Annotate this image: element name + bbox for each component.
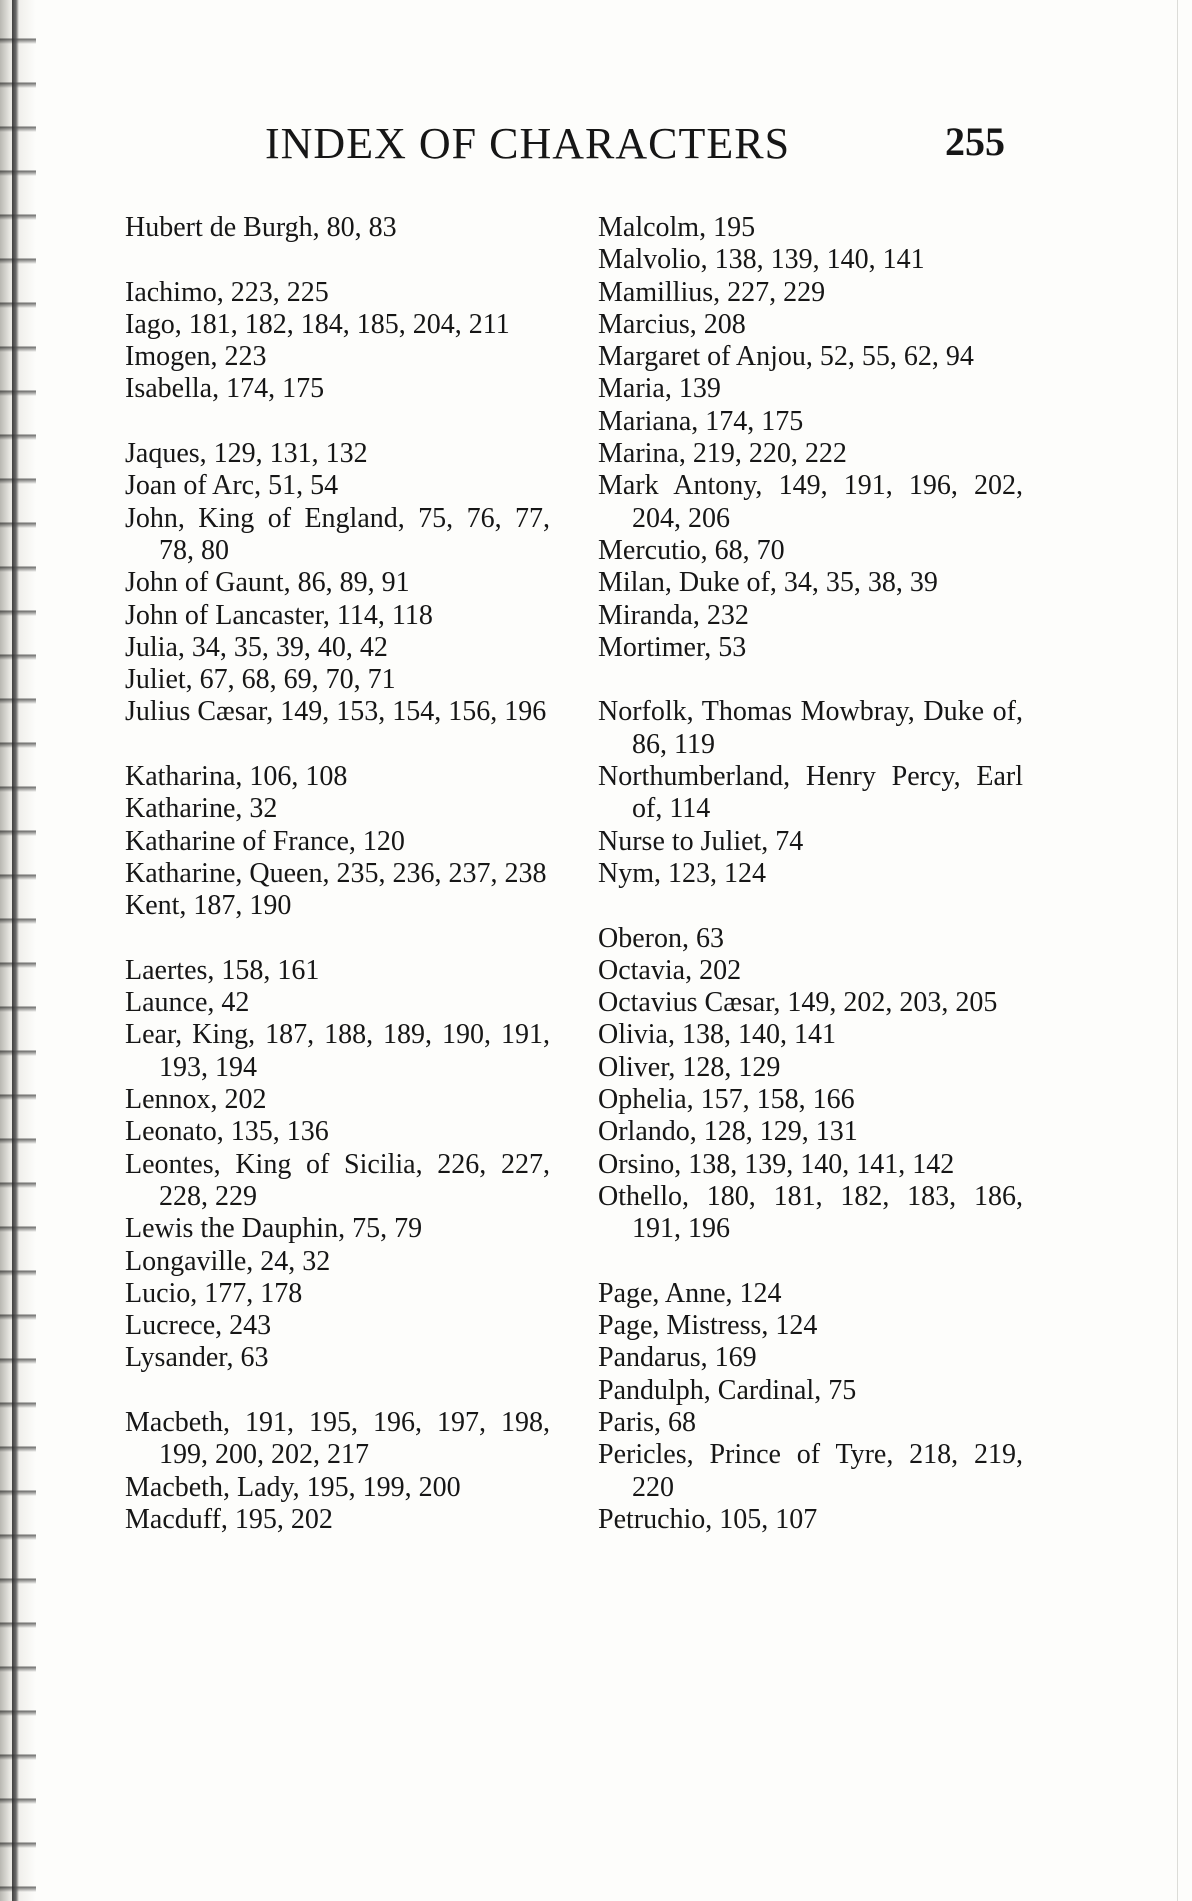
index-entry: Pandarus, 169	[598, 1342, 757, 1374]
group-gap	[598, 664, 1023, 696]
index-entry: Marcius, 208	[598, 308, 746, 340]
index-entry: Macduff, 195, 202	[125, 1503, 333, 1535]
index-entry: Juliet, 67, 68, 69, 70, 71	[125, 664, 396, 696]
index-entry: Ophelia, 157, 158, 166	[598, 1084, 855, 1116]
index-entry: Norfolk, Thomas Mowbray, Duke of, 86, 119	[598, 696, 1023, 760]
index-entry: Isabella, 174, 175	[125, 373, 325, 405]
index-entry: Page, Mistress, 124	[598, 1310, 818, 1342]
group-gap	[125, 729, 550, 761]
group-gap	[125, 923, 550, 955]
index-entry: Iachimo, 223, 225	[125, 276, 329, 308]
index-entry: Macbeth, 191, 195, 196, 197, 198, 199, 200, 202, 217	[125, 1406, 550, 1471]
group-gap	[598, 890, 1023, 922]
index-entry: Marina, 219, 220, 222	[598, 438, 847, 470]
group-gap	[598, 1246, 1023, 1278]
index-entry: Oliver, 128, 129	[598, 1051, 781, 1083]
index-entry: Octavia, 202	[598, 954, 742, 986]
index-entry: Maria, 139	[598, 373, 721, 405]
index-entry: Kent, 187, 190	[125, 890, 292, 922]
index-entry: Lucio, 177, 178	[125, 1277, 303, 1309]
index-entry: Pericles, Prince of Tyre, 218, 219, 220	[598, 1439, 1023, 1503]
index-entry: Margaret of Anjou, 52, 55, 62, 94	[598, 341, 974, 373]
index-entry: Nurse to Juliet, 74	[598, 825, 804, 857]
index-entry: Imogen, 223	[125, 341, 267, 373]
index-entry: Julius Cæsar, 149, 153, 154, 156, 196	[125, 696, 547, 728]
index-entry: Orlando, 128, 129, 131	[598, 1116, 858, 1148]
index-entry: Macbeth, Lady, 195, 199, 200	[125, 1471, 461, 1503]
index-entry: Malvolio, 138, 139, 140, 141	[598, 244, 925, 276]
index-entry: Hubert de Burgh, 80, 83	[125, 212, 397, 243]
index-entry: Nym, 123, 124	[598, 857, 766, 889]
left-column	[125, 212, 550, 1536]
page-edge	[1177, 0, 1178, 1901]
index-entry: Katharine, Queen, 235, 236, 237, 238	[125, 857, 547, 889]
index-entry: Paris, 68	[598, 1406, 696, 1438]
index-entry: Lucrece, 243	[125, 1310, 272, 1342]
index-entry: Malcolm, 195	[598, 212, 756, 243]
right-column	[598, 212, 1023, 1536]
index-entry: Katharine, 32	[125, 793, 278, 825]
group-gap	[125, 406, 550, 438]
running-header	[265, 118, 1005, 168]
index-entry: Launce, 42	[125, 987, 250, 1019]
index-entry: John, King of England, 75, 76, 77, 78, 80	[125, 502, 550, 566]
index-entry: Katharina, 106, 108	[125, 761, 348, 793]
index-entry: Lewis the Dauphin, 75, 79	[125, 1213, 423, 1245]
index-entry: Lennox, 202	[125, 1084, 267, 1116]
index-entry: Othello, 180, 181, 182, 183, 186, 191, 196	[598, 1180, 1023, 1245]
binding-line	[12, 0, 19, 1901]
index-entry: Longaville, 24, 32	[125, 1245, 331, 1277]
index-entry: Leonato, 135, 136	[125, 1116, 329, 1148]
index-entry: John of Gaunt, 86, 89, 91	[125, 567, 410, 599]
index-entry: Iago, 181, 182, 184, 185, 204, 211	[125, 308, 510, 340]
index-entry: Mariana, 174, 175	[598, 405, 804, 437]
index-entry: Page, Anne, 124	[598, 1277, 782, 1309]
index-entry: Leontes, King of Sicilia, 226, 227, 228, 229	[125, 1148, 550, 1212]
group-gap	[125, 1375, 550, 1407]
index-entry: Lear, King, 187, 188, 189, 190, 191, 193, 194	[125, 1019, 550, 1083]
index-entry: Orsino, 138, 139, 140, 141, 142	[598, 1148, 955, 1180]
index-entry: Milan, Duke of, 34, 35, 38, 39	[598, 567, 938, 599]
page-number: 255	[945, 119, 1005, 164]
index-entry: Mark Antony, 149, 191, 196, 202, 204, 206	[598, 470, 1023, 534]
index-entry: Mercutio, 68, 70	[598, 534, 785, 566]
index-entry: Jaques, 129, 131, 132	[125, 438, 368, 470]
index-entry: Laertes, 158, 161	[125, 954, 320, 986]
index-entry: Joan of Arc, 51, 54	[125, 470, 339, 502]
index-entry: Miranda, 232	[598, 599, 749, 631]
index-entry: Olivia, 138, 140, 141	[598, 1019, 836, 1051]
index-entry: Pandulph, Cardinal, 75	[598, 1374, 857, 1406]
index-entry: Lysander, 63	[125, 1342, 269, 1374]
index-entry: Katharine of France, 120	[125, 825, 405, 857]
page-title: INDEX OF CHARACTERS	[265, 119, 791, 168]
index-entry: Northumberland, Henry Percy, Earl of, 114	[598, 761, 1023, 825]
index-entry: John of Lancaster, 114, 118	[125, 599, 433, 631]
index-entry: Oberon, 63	[598, 922, 724, 954]
index-entry: Mamillius, 227, 229	[598, 276, 826, 308]
index-entry: Mortimer, 53	[598, 631, 747, 663]
index-entry: Petruchio, 105, 107	[598, 1503, 818, 1535]
index-entry: Julia, 34, 35, 39, 40, 42	[125, 631, 388, 663]
index-entry: Octavius Cæsar, 149, 202, 203, 205	[598, 987, 998, 1019]
group-gap	[125, 244, 550, 276]
